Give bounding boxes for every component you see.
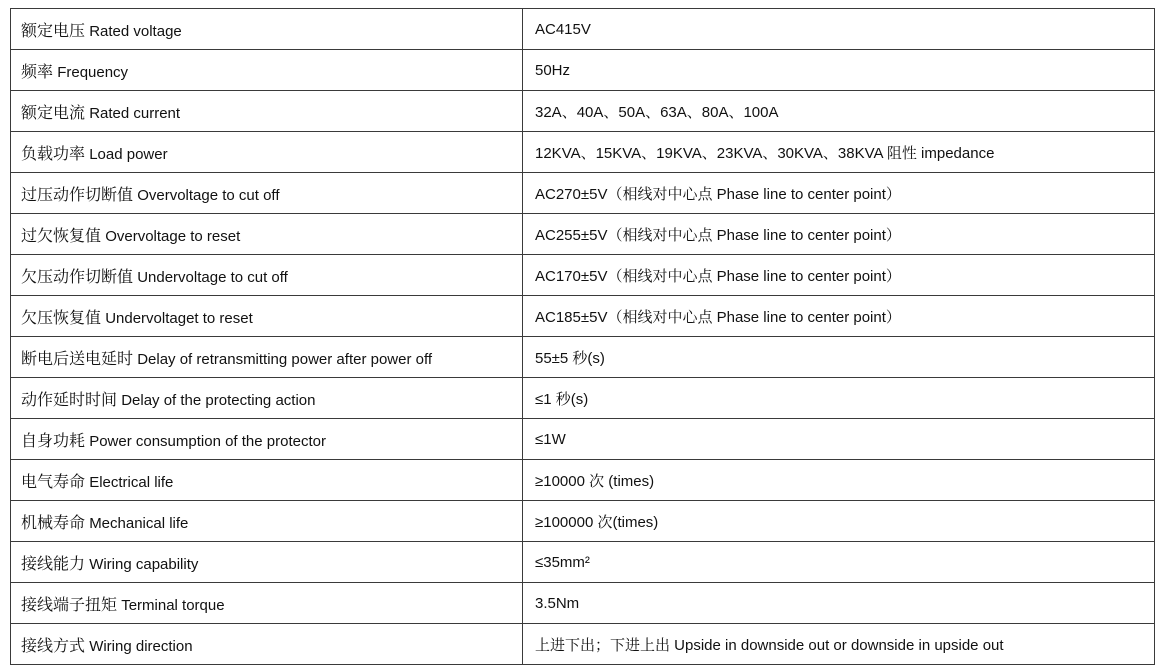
value-cell: AC185±5V（相线对中心点 Phase line to center point） [523, 296, 1155, 337]
table-row [11, 50, 1155, 91]
parameter-name-zh: 机械寿命 [21, 512, 86, 532]
table-row [11, 542, 1155, 583]
parameter-name-zh: 欠压动作切断值 [21, 266, 134, 286]
parameter-name-zh: 接线端子扭矩 [21, 594, 118, 614]
value-cell: 3.5Nm [523, 583, 1155, 624]
parameter-name-en: Overvoltage to cut off [137, 186, 280, 204]
parameter-cell [11, 255, 523, 296]
parameter-cell [11, 378, 523, 419]
parameter-cell [11, 583, 523, 624]
parameter-name-zh: 额定电流 [21, 102, 86, 122]
parameter-name-zh: 额定电压 [21, 20, 86, 40]
value-cell: ≤35mm² [523, 542, 1155, 583]
value-cell: AC270±5V（相线对中心点 Phase line to center point） [523, 173, 1155, 214]
parameter-name-en: Undervoltage to cut off [137, 268, 288, 286]
parameter-name-zh: 自身功耗 [21, 430, 86, 450]
parameter-name-en: Rated current [89, 104, 181, 122]
parameter-name-zh: 断电后送电延时 [21, 348, 134, 368]
table-row [11, 378, 1155, 419]
parameter-name-zh: 负载功率 [21, 143, 86, 163]
parameter-cell [11, 50, 523, 91]
parameter-name-en: Terminal torque [121, 596, 225, 614]
parameter-cell [11, 132, 523, 173]
value-cell: 32A、40A、50A、63A、80A、100A [523, 91, 1155, 132]
table-row [11, 501, 1155, 542]
value-cell: ≥10000 次 (times) [523, 460, 1155, 501]
parameter-name-en: Wiring direction [89, 637, 193, 655]
value-cell: 50Hz [523, 50, 1155, 91]
parameter-name-en: Wiring capability [89, 555, 199, 573]
table-row [11, 255, 1155, 296]
table-row [11, 419, 1155, 460]
value-cell: AC170±5V（相线对中心点 Phase line to center point） [523, 255, 1155, 296]
value-cell: AC255±5V（相线对中心点 Phase line to center point） [523, 214, 1155, 255]
parameter-cell [11, 173, 523, 214]
parameter-name-en: Undervoltaget to reset [105, 309, 253, 327]
parameter-cell [11, 460, 523, 501]
parameter-name-en: Delay of retransmitting power after power off [137, 350, 433, 368]
parameter-cell [11, 419, 523, 460]
parameter-cell [11, 214, 523, 255]
spec-table [10, 8, 1155, 665]
parameter-name-zh: 欠压恢复值 [21, 307, 102, 327]
parameter-name-zh: 接线方式 [21, 635, 86, 655]
parameter-cell [11, 296, 523, 337]
value-cell: AC415V [523, 9, 1155, 50]
table-row [11, 460, 1155, 501]
parameter-name-zh: 动作延时时间 [21, 389, 118, 409]
value-cell: 12KVA、15KVA、19KVA、23KVA、30KVA、38KVA 阻性 impedance [523, 132, 1155, 173]
table-row [11, 214, 1155, 255]
parameter-name-en: Overvoltage to reset [105, 227, 241, 245]
parameter-cell [11, 501, 523, 542]
table-row [11, 173, 1155, 214]
table-row [11, 9, 1155, 50]
table-row [11, 91, 1155, 132]
table-row [11, 624, 1155, 665]
parameter-cell [11, 542, 523, 583]
parameter-cell [11, 91, 523, 132]
value-cell: 55±5 秒(s) [523, 337, 1155, 378]
parameter-cell [11, 337, 523, 378]
parameter-cell [11, 624, 523, 665]
parameter-name-zh: 频率 [21, 61, 54, 81]
parameter-name-en: Electrical life [89, 473, 174, 491]
table-row [11, 337, 1155, 378]
table-row [11, 132, 1155, 173]
value-cell: ≤1 秒(s) [523, 378, 1155, 419]
parameter-name-en: Rated voltage [89, 22, 182, 40]
parameter-name-zh: 电气寿命 [21, 471, 86, 491]
parameter-name-en: Load power [89, 145, 168, 163]
value-cell: ≥100000 次(times) [523, 501, 1155, 542]
value-cell: ≤1W [523, 419, 1155, 460]
table-row [11, 583, 1155, 624]
table-row [11, 296, 1155, 337]
parameter-cell [11, 9, 523, 50]
parameter-name-en: Frequency [57, 63, 129, 81]
parameter-name-en: Delay of the protecting action [121, 391, 316, 409]
parameter-name-en: Mechanical life [89, 514, 189, 532]
value-cell: 上进下出；下进上出 Upside in downside out or downside in upside out [523, 624, 1155, 665]
parameter-name-zh: 过压动作切断值 [21, 184, 134, 204]
parameter-name-zh: 接线能力 [21, 553, 86, 573]
parameter-name-zh: 过欠恢复值 [21, 225, 102, 245]
parameter-name-en: Power consumption of the protector [89, 432, 326, 450]
